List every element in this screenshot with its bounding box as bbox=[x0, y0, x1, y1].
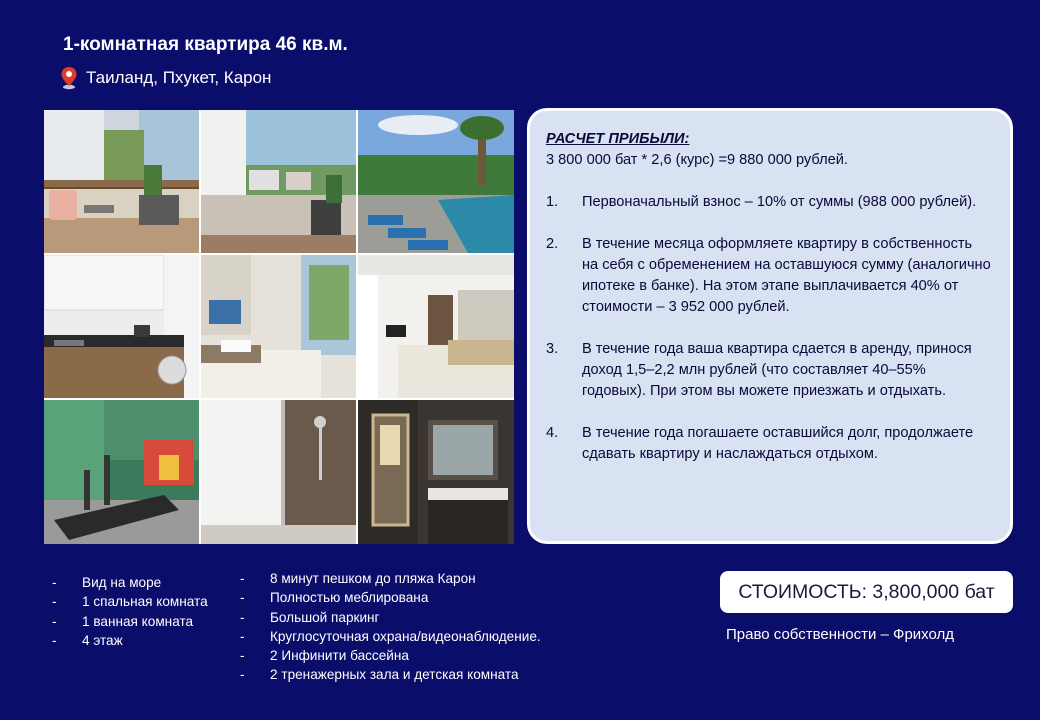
location-text: Таиланд, Пхукет, Карон bbox=[86, 68, 272, 87]
profit-step bbox=[546, 234, 992, 318]
list-item: - Полностью меблирована bbox=[240, 590, 429, 606]
room-overview-photo[interactable] bbox=[358, 255, 514, 398]
price-badge: СТОИМОСТЬ: 3,800,000 бат bbox=[720, 571, 1013, 613]
list-item: - 1 спальная комната bbox=[52, 594, 208, 610]
profit-heading: РАСЧЕТ ПРИБЫЛИ: bbox=[546, 131, 690, 147]
step-text: В течение года погашаете оставшийся долг, продолжаете сдавать квартиру и наслаждаться отдыхом. bbox=[582, 425, 974, 462]
ownership-text: Право собственности – Фрихолд bbox=[726, 626, 955, 643]
location bbox=[60, 66, 271, 90]
list-item: - Вид на море bbox=[52, 575, 162, 590]
profit-formula: 3 800 000 бат * 2,6 (курс) =9 880 000 рублей. bbox=[546, 152, 848, 168]
balcony-photo[interactable] bbox=[44, 110, 199, 253]
list-item: - 2 Инфинити бассейна bbox=[240, 648, 409, 664]
step-text: В течение месяца оформляете квартиру в собственность на себя с обременением на оставшуюся сумму (аналогично ипотеке в банке). На этом этапе выплачивается 40% от стоимости – 3 952 000 рублей. bbox=[582, 236, 991, 315]
pool-photo[interactable] bbox=[358, 110, 514, 253]
list-item: - 2 тренажерных зала и детская комната bbox=[240, 667, 519, 683]
balcony-view-photo[interactable] bbox=[201, 110, 356, 253]
shower-photo[interactable] bbox=[201, 400, 356, 544]
list-item: - 8 минут пешком до пляжа Карон bbox=[240, 571, 476, 586]
profit-steps bbox=[546, 192, 992, 465]
kitchen-photo[interactable] bbox=[44, 255, 199, 398]
step-number: 3. bbox=[546, 341, 559, 357]
list-item: - Круглосуточная охрана/видеонаблюдение. bbox=[240, 628, 541, 644]
list-item: - Большой паркинг bbox=[240, 609, 380, 625]
photo-grid bbox=[44, 110, 514, 544]
step-text: В течение года ваша квартира сдается в аренду, принося доход 1,5–2,2 млн рублей (что составляет 40–55% годовых). При этом вы можете приезжать и отдыхать. bbox=[582, 341, 972, 399]
profit-step bbox=[546, 192, 992, 213]
profit-step bbox=[546, 339, 992, 402]
listing-title: 1-комнатная квартира 46 кв.м. bbox=[63, 34, 348, 55]
bedroom-photo[interactable] bbox=[201, 255, 356, 398]
list-item: - 4 этаж bbox=[52, 632, 123, 648]
list-item: - 1 ванная комната bbox=[52, 613, 194, 629]
step-number: 1. bbox=[546, 194, 559, 210]
features-right-list bbox=[240, 569, 541, 685]
profit-step bbox=[546, 423, 992, 465]
map-pin-icon bbox=[60, 66, 78, 90]
gym-photo[interactable] bbox=[44, 400, 199, 544]
features-left-list bbox=[52, 573, 208, 650]
step-number: 4. bbox=[546, 425, 559, 441]
step-number: 2. bbox=[546, 236, 559, 252]
step-text: Первоначальный взнос – 10% от суммы (988 000 рублей). bbox=[582, 194, 977, 210]
profit-card bbox=[527, 108, 1013, 544]
bathroom-photo[interactable] bbox=[358, 400, 514, 544]
